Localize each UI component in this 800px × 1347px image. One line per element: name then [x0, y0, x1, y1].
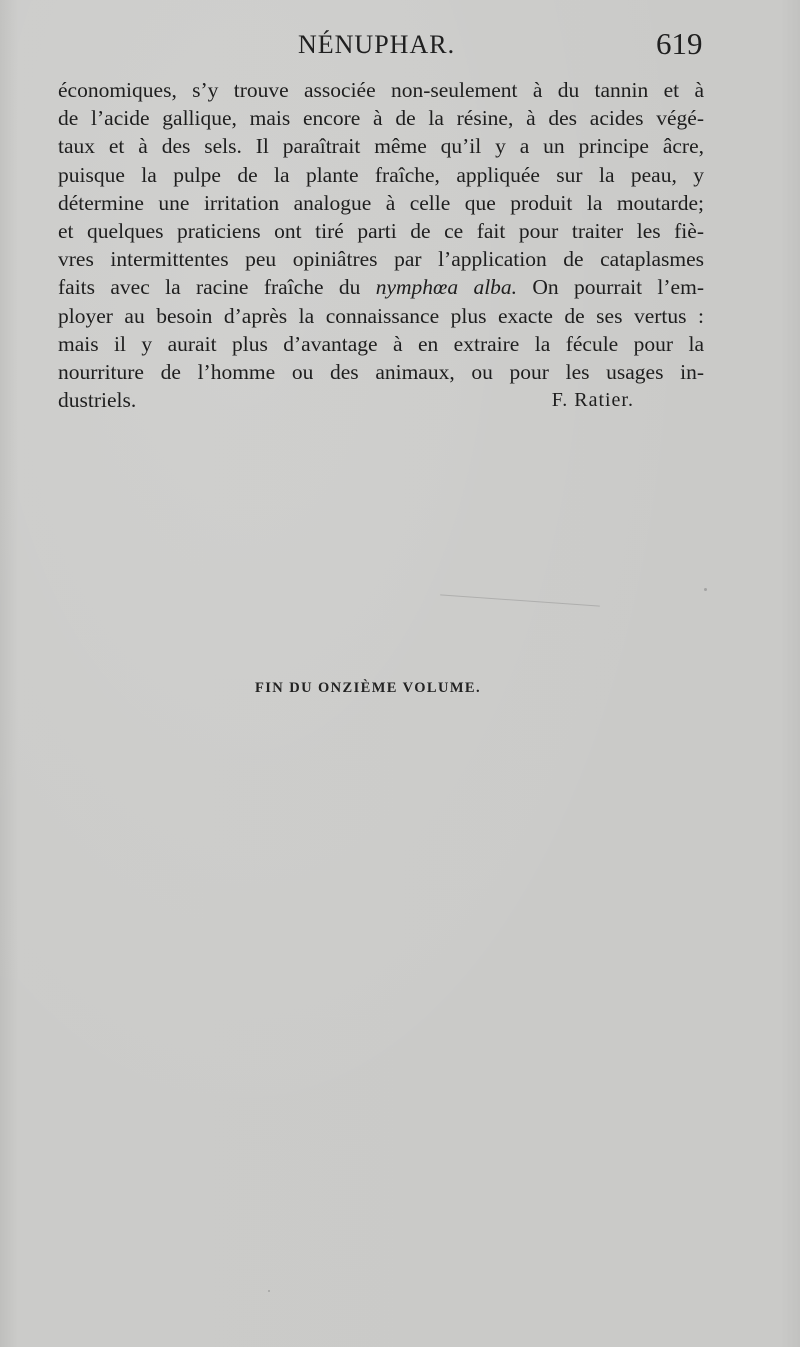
end-of-volume-note: FIN DU ONZIÈME VOLUME.: [255, 680, 482, 696]
page-header: [0, 26, 800, 66]
text-line: et quelques praticiens ont tiré parti de ce fait pour traiter les fiè-: [58, 218, 704, 243]
text-line: nourriture de l’homme ou des animaux, ou pour les usages in-: [58, 359, 704, 384]
running-head: NÉNUPHAR.: [298, 30, 456, 59]
text-line: vres intermittentes peu opiniâtres par l’application de cataplasmes: [58, 247, 704, 272]
text-line: puisque la pulpe de la plante fraîche, appliquée sur la peau, y: [58, 162, 704, 187]
text-line: détermine une irritation analogue à celle que produit la moutarde;: [58, 190, 704, 215]
paper-crease: [440, 594, 600, 606]
paper-speck: [268, 1290, 270, 1292]
text-line: taux et à des sels. Il paraîtrait même qu’il y a un principe âcre,: [58, 134, 704, 159]
text-line: de l’acide gallique, mais encore à de la résine, à des acides végé-: [58, 106, 704, 131]
text-line: mais il y aurait plus d’avantage à en extraire la fécule pour la: [58, 331, 704, 356]
text-line-with-italic: [58, 273, 704, 301]
text-segment: On pourrait l’em-: [517, 275, 704, 300]
paper-speck: [704, 588, 707, 591]
text-line-last: [58, 386, 704, 414]
text-line: économiques, s’y trouve associée non-seulement à du tannin et à: [58, 78, 704, 102]
text-segment: faits avec la racine fraîche du: [58, 275, 376, 300]
author-signature: F. Ratier.: [551, 389, 634, 412]
page-number: 619: [656, 26, 703, 61]
body-paragraph: [58, 76, 704, 414]
species-name: nymphœa alba.: [375, 275, 518, 300]
text-segment: dustriels.: [58, 388, 137, 413]
text-line: ployer au besoin d’après la connaissance plus exacte de ses vertus :: [58, 303, 704, 328]
